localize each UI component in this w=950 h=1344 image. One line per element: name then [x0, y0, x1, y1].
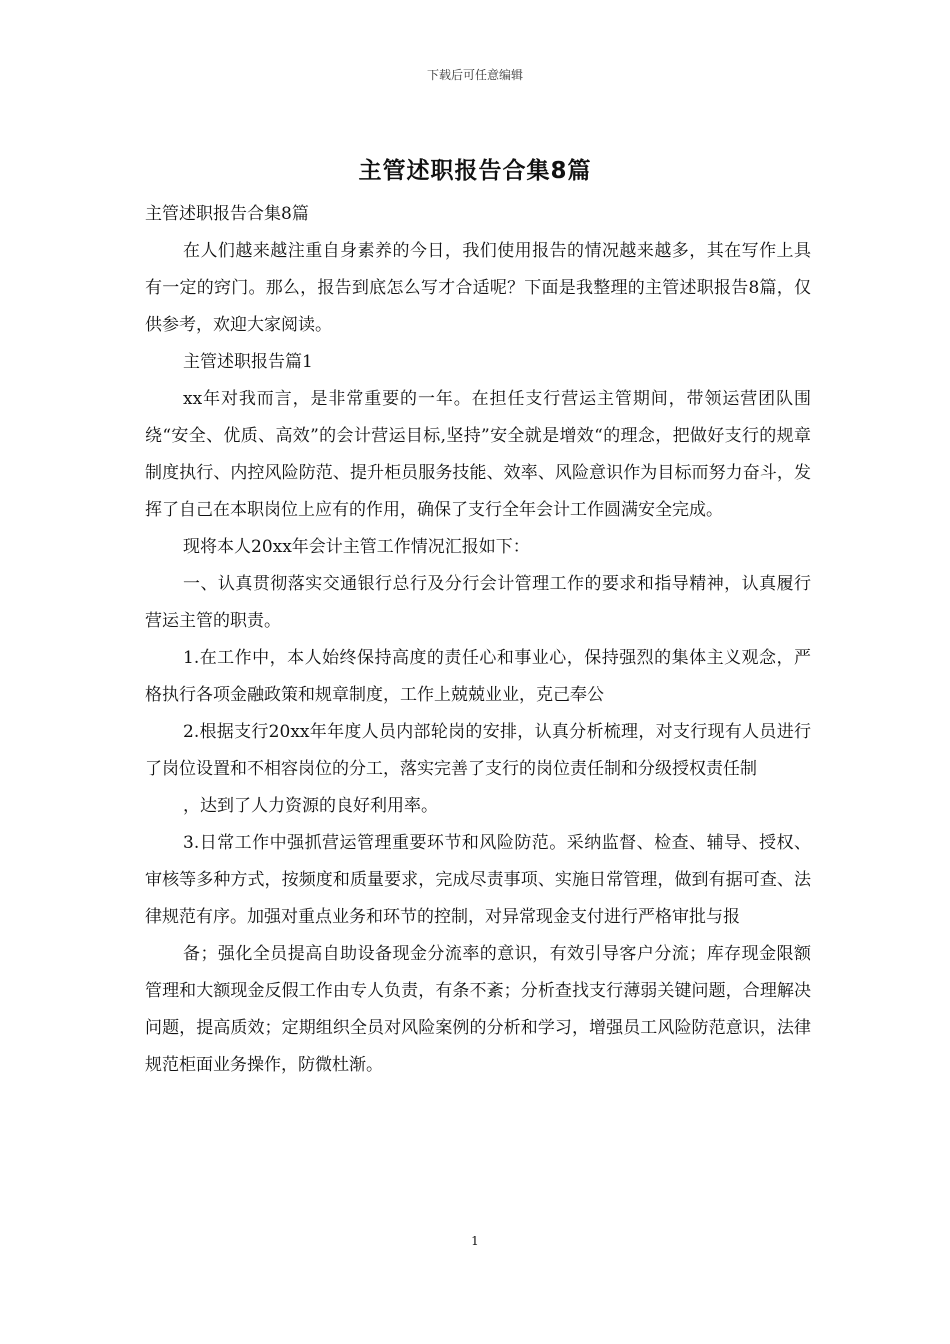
body-paragraph: 2.根据支行20xx年年度人员内部轮岗的安排，认真分析梳理，对支行现有人员进行了岗位设置和不相容岗位的分工，落实完善了支行的岗位责任制和分级授权责任制 — [145, 722, 811, 779]
page-number: 1 — [471, 1234, 479, 1248]
document-body — [145, 196, 811, 1084]
body-paragraph: 一、认真贯彻落实交通银行总行及分行会计管理工作的要求和指导精神，认真履行营运主管的职责。 — [145, 574, 811, 631]
section-heading: 主管述职报告篇1 — [183, 352, 313, 372]
body-paragraph: ，达到了人力资源的良好利用率。 — [183, 796, 438, 816]
document-title: 主管述职报告合集8篇 — [358, 158, 592, 184]
body-paragraph: 1.在工作中，本人始终保持高度的责任心和事业心，保持强烈的集体主义观念，严格执行各项金融政策和规章制度，工作上兢兢业业，克己奉公 — [145, 648, 811, 705]
body-paragraph: xx年对我而言，是非常重要的一年。在担任支行营运主管期间，带领运营团队围绕“安全、优质、高效”的会计营运目标,坚持”安全就是增效“的理念，把做好支行的规章制度执行、内控风险防范、提升柜员服务技能、效率、风险意识作为目标而努力奋斗，发挥了自己在本职岗位上应有的作用，确保了支行全年会计工作圆满安全完成。 — [145, 389, 811, 520]
body-paragraph: 现将本人20xx年会计主管工作情况汇报如下： — [183, 537, 530, 557]
body-paragraph: 备；强化全员提高自助设备现金分流率的意识，有效引导客户分流；库存现金限额管理和大额现金反假工作由专人负责，有条不紊；分析查找支行薄弱关键问题，合理解决问题，提高质效；定期组织全员对风险案例的分析和学习，增强员工风险防范意识，法律规范柜面业务操作，防微杜渐。 — [145, 944, 811, 1075]
intro-paragraph: 在人们越来越注重自身素养的今日，我们使用报告的情况越来越多，其在写作上具有一定的窍门。那么，报告到底怎么写才合适呢？下面是我整理的主管述职报告8篇，仅供参考，欢迎大家阅读。 — [145, 241, 811, 335]
header-note: 下载后可任意编辑 — [426, 68, 523, 82]
subtitle-paragraph: 主管述职报告合集8篇 — [145, 204, 309, 224]
body-paragraph: 3.日常工作中强抓营运管理重要环节和风险防范。采纳监督、检查、辅导、授权、审核等多种方式，按频度和质量要求，完成尽责事项、实施日常管理，做到有据可查、法律规范有序。加强对重点业务和环节的控制，对异常现金支付进行严格审批与报 — [145, 833, 811, 927]
